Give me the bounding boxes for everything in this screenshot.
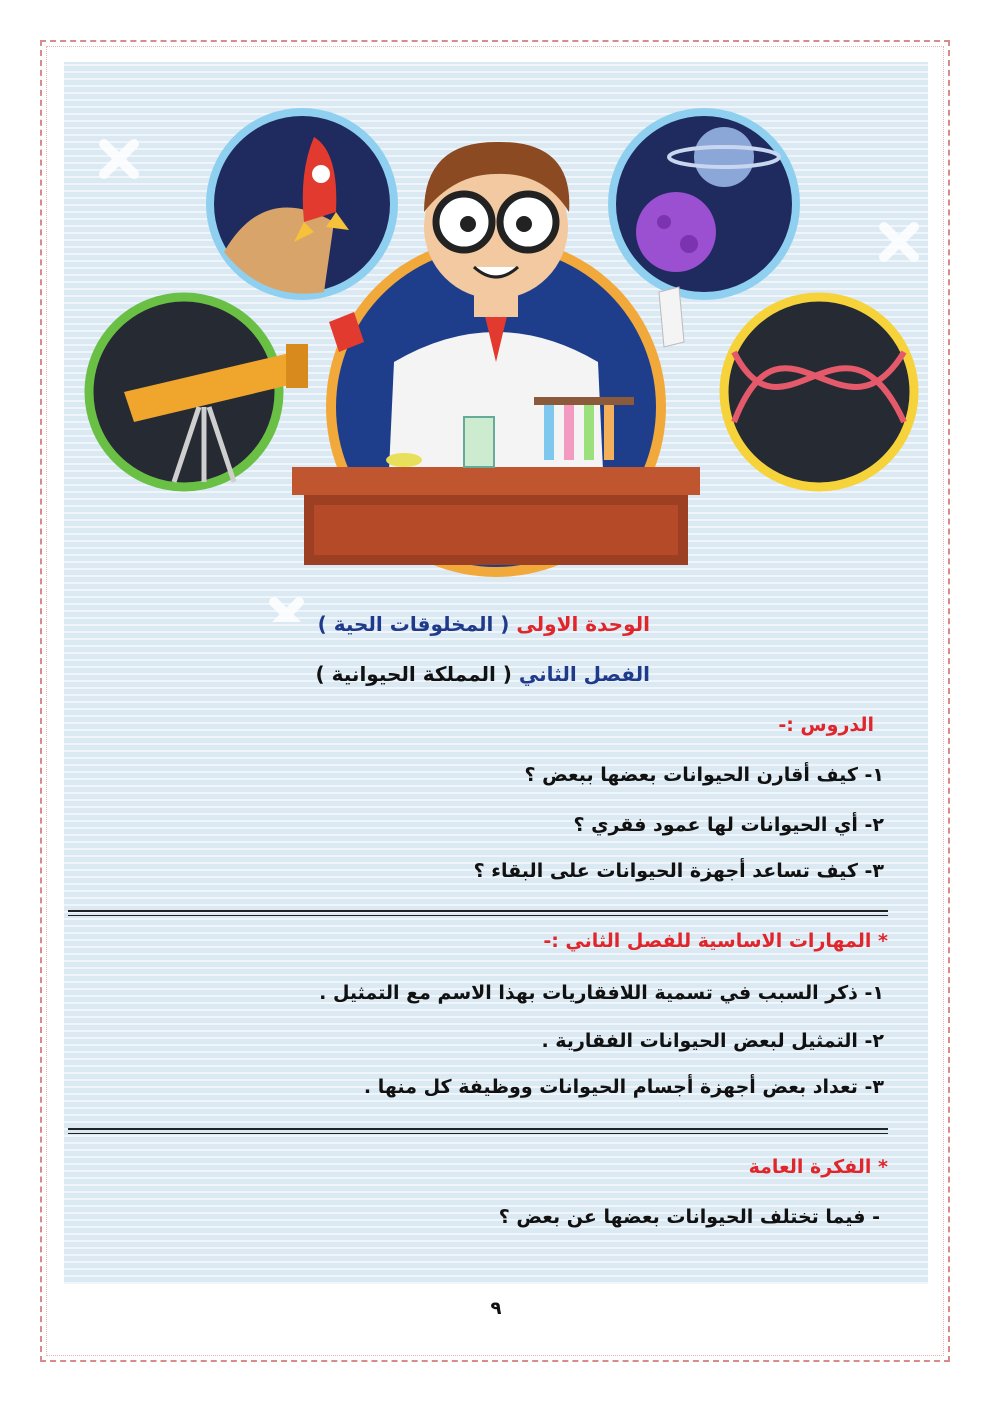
unit-title — [318, 612, 650, 636]
chapter-name: ( المملكة الحيوانية ) — [315, 662, 512, 686]
divider — [68, 1133, 888, 1134]
lessons-heading: الدروس :- — [778, 714, 874, 736]
page-number: ٩ — [490, 1298, 502, 1319]
lesson-item: ١- كيف أقارن الحيوانات بعضها ببعض ؟ — [524, 764, 884, 786]
skills-heading: * المهارات الاساسية للفصل الثاني :- — [543, 930, 888, 952]
skill-item: ١- ذكر السبب في تسمية اللافقاريات بهذا الاسم مع التمثيل . — [319, 982, 884, 1004]
skill-item: ٢- التمثيل لبعض الحيوانات الفقارية . — [541, 1030, 884, 1052]
divider — [68, 915, 888, 916]
idea-text: - فيما تختلف الحيوانات بعضها عن بعض ؟ — [498, 1206, 880, 1228]
unit-prefix: الوحدة الاولى — [516, 612, 650, 636]
divider — [68, 910, 888, 912]
chapter-title — [316, 662, 650, 686]
divider — [68, 1128, 888, 1130]
lesson-item: ٣- كيف تساعد أجهزة الحيوانات على البقاء ؟ — [473, 860, 884, 882]
chapter-prefix: الفصل الثاني — [518, 662, 650, 686]
lesson-item: ٢- أي الحيوانات لها عمود فقري ؟ — [573, 814, 884, 836]
unit-name: ( المخلوقات الحية ) — [317, 612, 510, 636]
idea-heading: * الفكرة العامة — [748, 1156, 888, 1178]
scientist-illustration — [64, 62, 928, 622]
skill-item: ٣- تعداد بعض أجهزة أجسام الحيوانات ووظيفة كل منها . — [363, 1076, 884, 1098]
